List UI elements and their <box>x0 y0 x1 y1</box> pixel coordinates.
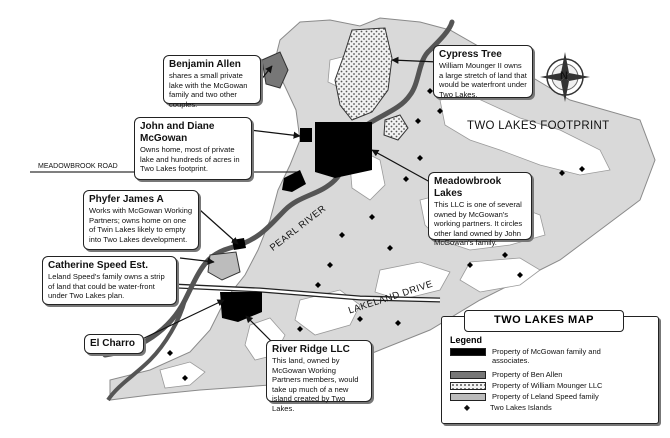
callout-title: Catherine Speed Est. <box>48 260 149 271</box>
callout-text: This land, owned by McGowan Working Partners members, would take up much of a new island created by Two Lakes. <box>272 356 359 413</box>
callout-text: Owns home, most of private lake and hundreds of acres in Two Lakes footprint. <box>140 145 240 174</box>
legend-title: TWO LAKES MAP <box>464 310 624 332</box>
callout-title: Cypress Tree <box>439 49 502 60</box>
callout-phyfer-james <box>83 190 199 250</box>
callout-title: Phyfer James A <box>89 194 164 205</box>
callout-john-diane-mcgowan <box>134 117 252 180</box>
callout-text: William Mounger II owns a large stretch of land that would be waterfront under Two Lakes. <box>439 61 527 99</box>
legend-item-mcgowan <box>450 347 632 365</box>
two-lakes-footprint-label: TWO LAKES FOOTPRINT <box>467 120 610 132</box>
pearl-river-label: PEARL RIVER <box>268 203 329 254</box>
speed-property <box>208 252 240 280</box>
callout-text: Leland Speed's family owns a strip of land that could be water-front under Two Lakes plan. <box>48 272 165 301</box>
callout-title: Benjamin Allen <box>169 59 241 70</box>
light-gray-swatch <box>450 393 486 401</box>
legend-item-mounger <box>450 381 602 390</box>
legend-item-label: Property of Ben Allen <box>492 370 563 379</box>
lakeland-drive-label: LAKELAND DRIVE <box>347 278 435 317</box>
legend-item-speed <box>450 392 599 401</box>
legend-item-label: Property of William Mounger LLC <box>492 381 603 390</box>
callout-title: River Ridge LLC <box>272 344 350 355</box>
callout-meadowbrook-lakes <box>428 172 532 248</box>
callout-text: This LLC is one of several owned by McGowan's working partners. It circles other land owned by John McGowan's family. <box>434 200 523 248</box>
meadowbrook-road-label: MEADOWBROOK ROAD <box>38 163 118 170</box>
map-legend <box>441 316 659 424</box>
callout-cypress-tree <box>433 45 533 98</box>
legend-item-islands <box>450 403 552 412</box>
dark-gray-swatch <box>450 371 486 379</box>
callout-el-charro <box>84 334 144 354</box>
callout-benjamin-allen <box>163 55 261 109</box>
dotted-swatch <box>450 382 486 390</box>
callout-title: El Charro <box>90 338 136 349</box>
callout-text: Works with McGowan Working Partners; owns home on one of Twin Lakes likely to empty into Two Lakes development. <box>89 206 193 244</box>
callout-catherine-speed <box>42 256 177 305</box>
callout-title: Meadowbrook Lakes <box>434 176 502 199</box>
callout-title: John and Diane McGowan <box>140 121 215 144</box>
legend-item-label: Two Lakes Islands <box>490 403 552 412</box>
callout-river-ridge <box>266 340 372 413</box>
legend-item-allen <box>450 370 562 379</box>
legend-item-label: Property of McGowan family and associates. <box>492 347 601 365</box>
solid-black-swatch <box>450 348 486 356</box>
legend-heading: Legend <box>450 335 483 345</box>
legend-item-label: Property of Leland Speed family <box>492 392 599 401</box>
callout-text: shares a small private lake with the McGowan family and two other couples. <box>169 71 248 109</box>
diamond-icon: ◆ <box>463 403 471 412</box>
compass-north-label: N <box>560 70 568 82</box>
